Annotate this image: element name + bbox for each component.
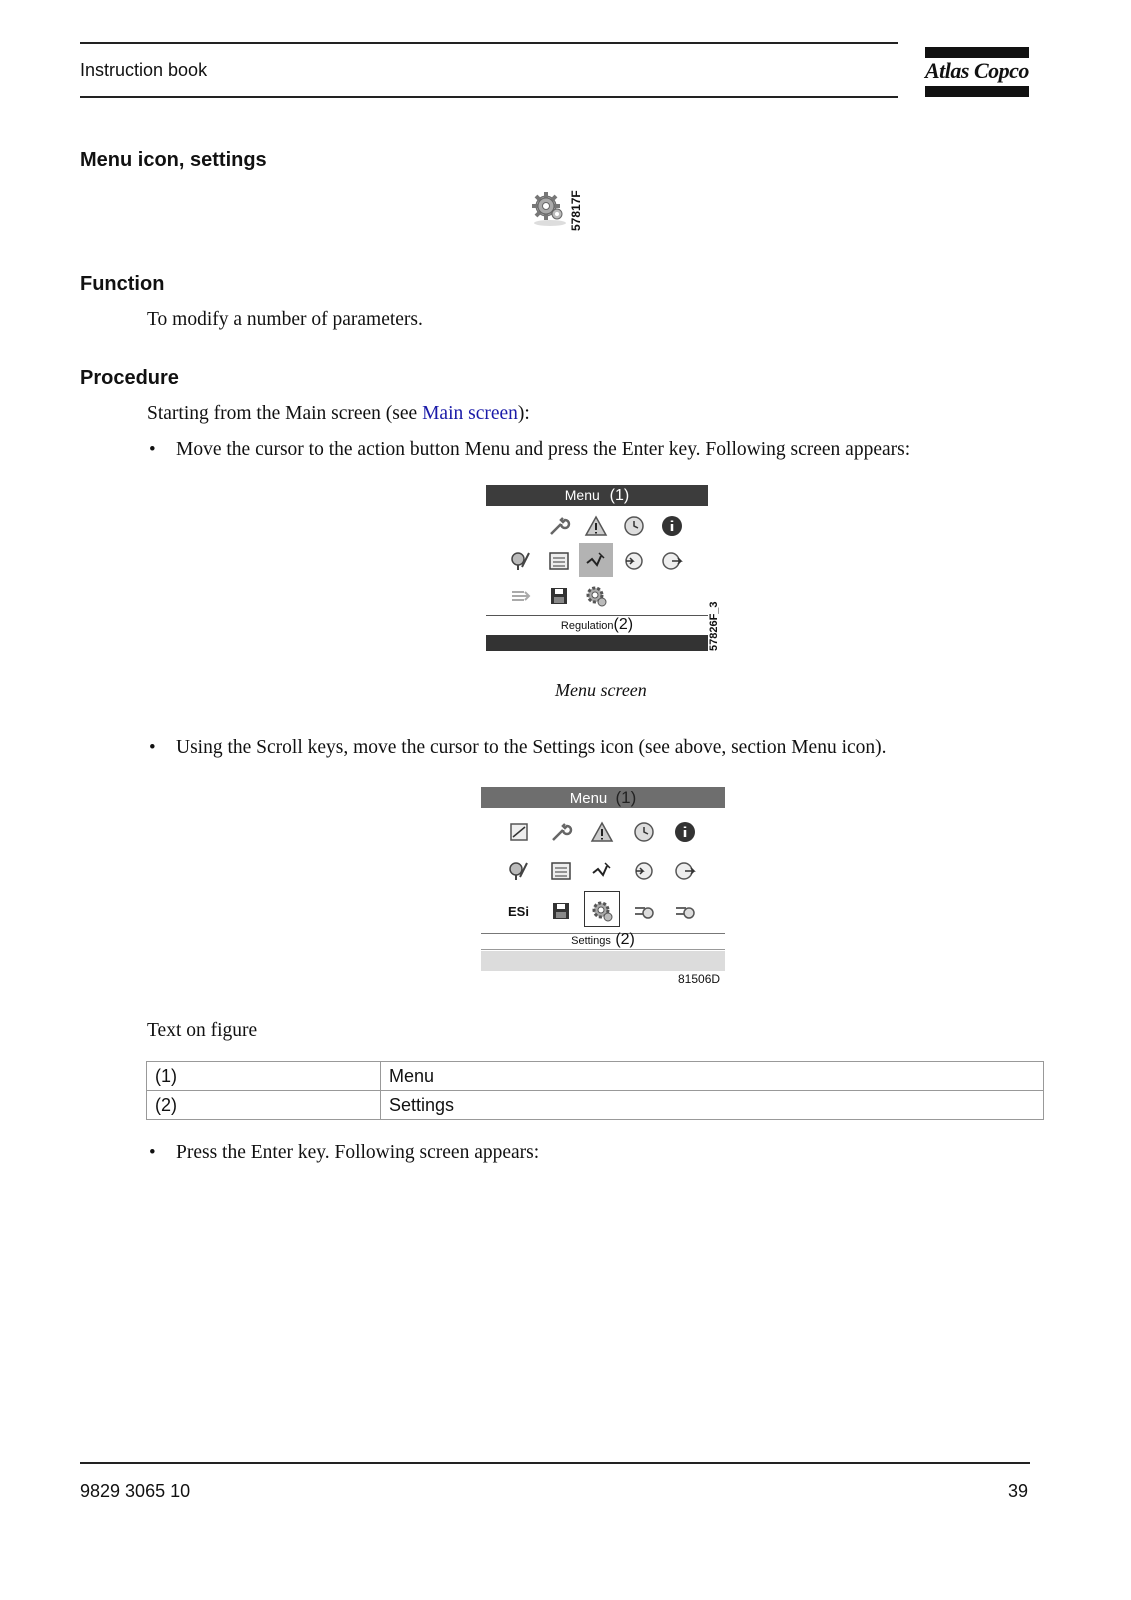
procedure-intro-suffix: ):: [517, 403, 530, 424]
table-row: [147, 1091, 1044, 1120]
table-cell-ref: (1): [147, 1062, 381, 1091]
text-on-figure-table: [146, 1061, 1044, 1120]
table-cell-text: Settings: [381, 1091, 1044, 1120]
esi-label: ESi: [508, 904, 529, 919]
io-icon: [508, 583, 534, 609]
procedure-intro: [147, 403, 530, 425]
timer-forward-icon: [672, 858, 698, 884]
bullet-3: •: [149, 1142, 156, 1163]
step-1-text: Move the cursor to the action button Menu and press the Enter key. Following screen appears:: [176, 439, 911, 460]
info-icon: [659, 513, 685, 539]
settings-icon: [589, 898, 615, 924]
service-plug-icon: [631, 898, 657, 924]
menu-screen-figure-2: [481, 787, 725, 971]
text-on-figure-label: Text on figure: [147, 1020, 258, 1041]
counter-icon: [546, 548, 572, 574]
timer-forward-icon: [659, 548, 685, 574]
figure2-footer-label: Settings: [571, 935, 611, 947]
sensor-check-icon: [506, 858, 532, 884]
regulation-icon: [589, 858, 615, 884]
step-3-text: Press the Enter key. Following screen appears:: [176, 1142, 540, 1163]
bullet-1: •: [149, 439, 156, 460]
procedure-heading: Procedure: [80, 367, 179, 389]
warning-icon: [589, 819, 615, 845]
icon-code-label: 57817F: [569, 190, 583, 231]
figure2-title-marker: (1): [615, 788, 637, 807]
figure2-footer-marker: (2): [615, 931, 635, 948]
footer-rule: [80, 1462, 1030, 1464]
function-text: To modify a number of parameters.: [147, 309, 423, 330]
figure1-footer: [486, 615, 708, 636]
counter-icon: [548, 858, 574, 884]
figure2-titlebar: [481, 787, 725, 808]
figure1-title: Menu: [564, 487, 600, 503]
save-icon: [546, 583, 572, 609]
graph-icon: [506, 819, 532, 845]
step-2-text: Using the Scroll keys, move the cursor to the Settings icon (see above, section Menu icon).: [176, 737, 887, 758]
header-title: Instruction book: [80, 60, 208, 80]
figure2-footer-rule-2: [481, 949, 725, 950]
table-cell-text: Menu: [381, 1062, 1044, 1091]
figure2-footer: [481, 930, 725, 951]
figure1-title-marker: (1): [609, 487, 630, 504]
section-heading: Menu icon, settings: [80, 149, 267, 171]
figure1-titlebar: [486, 485, 708, 506]
figure1-footer-label: Regulation: [560, 620, 614, 632]
save-icon: [548, 898, 574, 924]
figure2-title: Menu: [569, 790, 608, 807]
settings-icon: [583, 583, 609, 609]
warning-icon: [583, 513, 609, 539]
bullet-2: •: [149, 737, 156, 758]
figure1-footer-marker: (2): [613, 616, 634, 633]
service-plug-2-icon: [672, 898, 698, 924]
procedure-intro-prefix: Starting from the Main screen (see: [147, 403, 423, 424]
clock-icon: [621, 513, 647, 539]
figure1-code: 57826F_3: [708, 601, 720, 651]
timer-arrow-icon: [621, 548, 647, 574]
sensor-check-icon: [508, 548, 534, 574]
regulation-icon: [583, 548, 609, 574]
figure1-caption: Menu screen: [555, 680, 647, 700]
header-top-rule: [80, 42, 898, 44]
footer-page-number: 39: [1008, 1481, 1029, 1501]
figure1-bottom-bar: [486, 635, 708, 651]
timer-arrow-icon: [631, 858, 657, 884]
brand-logo-text: Atlas Copco: [925, 58, 1029, 83]
info-icon: [672, 819, 698, 845]
figure2-bottom-bar: [481, 951, 725, 971]
table-row: [147, 1062, 1044, 1091]
figure2-code: 81506D: [678, 972, 721, 986]
function-heading: Function: [80, 273, 165, 295]
settings-gear-icon: [530, 188, 570, 228]
footer-doc-number: 9829 3065 10: [80, 1481, 191, 1501]
wrench-icon: [546, 513, 572, 539]
table-cell-ref: (2): [147, 1091, 381, 1120]
wrench-icon: [548, 819, 574, 845]
clock-icon: [631, 819, 657, 845]
main-screen-link[interactable]: Main screen: [422, 403, 518, 424]
header-bottom-rule: [80, 96, 898, 98]
menu-screen-figure-1: [486, 485, 708, 651]
